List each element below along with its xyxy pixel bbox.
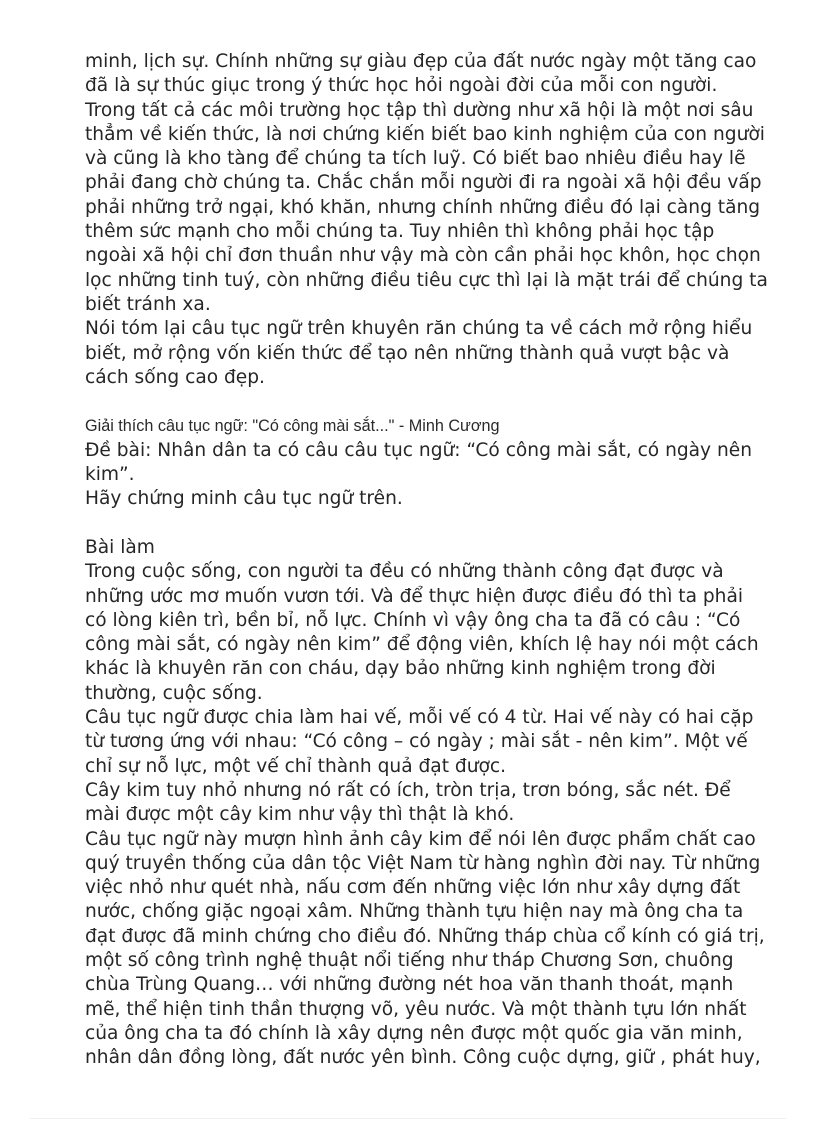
- text-line: biết, mở rộng vốn kiến thức để tạo nên những thành quả vượt bậc và: [85, 342, 730, 364]
- spacer: [85, 390, 785, 414]
- text-line: đạt được đã minh chứng cho điều đó. Những tháp chùa cổ kính có giá trị,: [85, 925, 765, 947]
- article-subtitle: Giải thích câu tục ngữ: "Có công mài sắt..." - Minh Cương: [85, 417, 500, 436]
- text-line: Cây kim tuy nhỏ nhưng nó rất có ích, tròn trịa, trơn bóng, sắc nét. Để: [85, 779, 731, 801]
- text-line: Trong cuộc sống, con người ta đều có những thành công đạt được và: [85, 561, 724, 583]
- text-line: chùa Trùng Quang… với những đường nét hoa văn thanh thoát, mạnh: [85, 974, 734, 996]
- page-bottom-rule: [30, 1118, 786, 1119]
- text-line: cách sống cao đẹp.: [85, 366, 265, 388]
- text-line: Đề bài: Nhân dân ta có câu câu tục ngữ: “Có công mài sắt, có ngày nên: [85, 439, 752, 461]
- text-line: có lòng kiên trì, bền bỉ, nỗ lực. Chính vì vậy ông cha ta đã có câu : “Có: [85, 609, 741, 631]
- text-line: biết tránh xa.: [85, 293, 211, 315]
- text-line: Câu tục ngữ này mượn hình ảnh cây kim để nói lên được phẩm chất cao: [85, 828, 756, 850]
- text-line: Câu tục ngữ được chia làm hai vế, mỗi vế có 4 từ. Hai vế này có hai cặp: [85, 707, 754, 729]
- text-line: của ông cha ta đó chính là xây dựng nên được một quốc gia văn minh,: [85, 1022, 743, 1044]
- text-line: công mài sắt, có ngày nên kim” để động viên, khích lệ hay nói một cách: [85, 634, 759, 656]
- text-line: từ tương ứng với nhau: “Có công – có ngày ; mài sắt - nên kim”. Một vế: [85, 731, 748, 753]
- text-line: khác là khuyên răn con cháu, dạy bảo những kinh nghiệm trong đời: [85, 658, 716, 680]
- text-line: nước, chống giặc ngoại xâm. Những thành tựu hiện nay mà ông cha ta: [85, 901, 744, 923]
- text-line: kim”.: [85, 464, 135, 486]
- essay-heading: Bài làm: [85, 536, 155, 558]
- text-line: Trong tất cả các môi trường học tập thì dường như xã hội là một nơi sâu: [85, 99, 754, 121]
- section-essay-prompt: [85, 414, 785, 511]
- text-line: và cũng là kho tàng để chúng ta tích luỹ. Có biết bao nhiêu điều hay lẽ: [85, 148, 746, 170]
- text-line: thẳm về kiến thức, là nơi chứng kiến biết bao kinh nghiệm của con người: [85, 123, 765, 145]
- text-line: Nói tóm lại câu tục ngữ trên khuyên răn chúng ta về cách mở rộng hiểu: [85, 318, 753, 340]
- document-page: [85, 50, 785, 1070]
- text-line: quý truyền thống của dân tộc Việt Nam từ hàng nghìn đời nay. Từ những: [85, 852, 761, 874]
- text-line: mài được một cây kim như vậy thì thật là khó.: [85, 804, 515, 826]
- text-line: mẽ, thể hiện tinh thần thượng võ, yêu nước. Và một thành tựu lớn nhất: [85, 998, 747, 1020]
- spacer: [85, 512, 785, 536]
- text-line: những ước mơ muốn vươn tới. Và để thực hiện được điều đó thì ta phải: [85, 585, 744, 607]
- text-line: phải những trở ngại, khó khăn, nhưng chính những điều đó lại càng tăng: [85, 196, 761, 218]
- text-line: ngoài xã hội chỉ đơn thuần như vậy mà còn cần phải học khôn, học chọn: [85, 245, 761, 267]
- text-line: minh, lịch sự. Chính những sự giàu đẹp của đất nước ngày một tăng cao: [85, 51, 757, 72]
- text-line: phải đang chờ chúng ta. Chắc chắn mỗi người đi ra ngoài xã hội đều vấp: [85, 172, 762, 194]
- text-line: thường, cuộc sống.: [85, 682, 263, 704]
- text-line: một số công trình nghệ thuật nổi tiếng như tháp Chương Sơn, chuông: [85, 949, 734, 971]
- text-line: Hãy chứng minh câu tục ngữ trên.: [85, 488, 403, 510]
- section-essay-body: [85, 536, 785, 1071]
- text-line: thêm sức mạnh cho mỗi chúng ta. Tuy nhiên thì không phải học tập: [85, 221, 715, 243]
- text-line: chỉ sự nỗ lực, một vế chỉ thành quả đạt được.: [85, 755, 506, 777]
- text-line: việc nhỏ như quét nhà, nấu cơm đến những việc lớn như xây dựng đất: [85, 877, 741, 899]
- text-line: lọc những tinh tuý, còn những điều tiêu cực thì lại là mặt trái để chúng ta: [85, 269, 768, 291]
- section-social-learning: [85, 50, 785, 390]
- text-line: đã là sự thúc giục trong ý thức học hỏi ngoài đời của mỗi con người.: [85, 75, 718, 97]
- text-line: nhân dân đồng lòng, đất nước yên bình. Công cuộc dựng, giữ , phát huy,: [85, 1047, 761, 1069]
